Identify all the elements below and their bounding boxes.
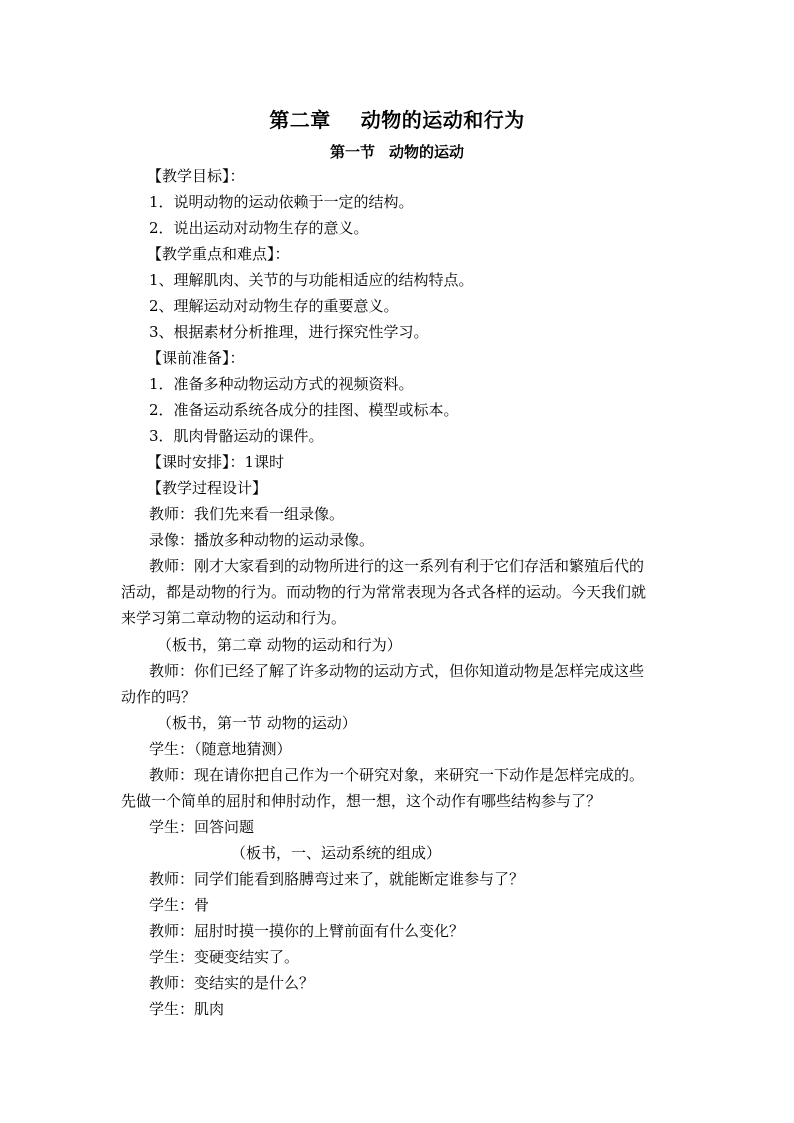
dialogue-line: 活动，都是动物的行为。而动物的行为常常表现为各式各样的运动。今天我们就 xyxy=(121,583,647,601)
heading-schedule: 【课时安排】：1课时 xyxy=(147,453,285,471)
key-point-item: 3、根据素材分析推理，进行探究性学习。 xyxy=(149,323,429,341)
section-name: 动物的运动 xyxy=(389,143,465,161)
heading-objectives: 【教学目标】： xyxy=(147,167,245,185)
preparation-item: 1．准备多种动物运动方式的视频资料。 xyxy=(149,375,414,393)
heading-preparation: 【课前准备】： xyxy=(147,349,245,367)
dialogue-line: 来学习第二章动物的运动和行为。 xyxy=(121,609,347,627)
dialogue-line: 教师：你们已经了解了许多动物的运动方式，但你知道动物是怎样完成这些 xyxy=(149,662,645,680)
objective-item: 1．说明动物的运动依赖于一定的结构。 xyxy=(149,193,414,211)
chapter-title xyxy=(0,104,794,133)
chapter-name: 动物的运动和行为 xyxy=(360,108,525,132)
dialogue-line: 录像：播放多种动物的运动录像。 xyxy=(149,531,375,549)
dialogue-line: 教师：变结实的是什么？ xyxy=(149,974,315,992)
board-note: （板书，第一节 动物的运动） xyxy=(157,714,357,732)
section-number: 第一节 xyxy=(329,143,375,161)
dialogue-line: 教师：我们先来看一组录像。 xyxy=(149,505,345,523)
heading-key-points: 【教学重点和难点】： xyxy=(147,245,290,263)
dialogue-line: 教师：刚才大家看到的动物所进行的这一系列有利于它们存活和繁殖后代的 xyxy=(149,557,645,575)
board-note: （板书，一、运动系统的组成） xyxy=(231,844,442,862)
section-title xyxy=(0,141,794,162)
dialogue-line: 学生：变硬变结实了。 xyxy=(149,948,300,966)
dialogue-line: 学生：回答问题 xyxy=(149,818,255,836)
dialogue-line: 学生：（随意地猜测） xyxy=(149,740,292,758)
dialogue-line: 学生：肌肉 xyxy=(149,1000,225,1018)
dialogue-line: 先做一个简单的屈肘和伸肘动作，想一想，这个动作有哪些结构参与了？ xyxy=(121,792,602,810)
board-note: （板书，第二章 动物的运动和行为） xyxy=(157,636,402,654)
heading-process: 【教学过程设计】 xyxy=(147,479,268,497)
dialogue-line: 学生：骨 xyxy=(149,896,210,914)
key-point-item: 1、理解肌肉、关节的与功能相适应的结构特点。 xyxy=(149,271,474,289)
preparation-item: 3．肌肉骨骼运动的课件。 xyxy=(149,427,324,445)
dialogue-line: 教师：屈肘时摸一摸你的上臂前面有什么变化？ xyxy=(149,922,465,940)
dialogue-line: 教师：同学们能看到胳膊弯过来了，就能断定谁参与了？ xyxy=(149,870,525,888)
key-point-item: 2、理解运动对动物生存的重要意义。 xyxy=(149,297,399,315)
chapter-number: 第二章 xyxy=(269,108,331,132)
preparation-item: 2．准备运动系统各成分的挂图、模型或标本。 xyxy=(149,401,459,419)
dialogue-line: 动作的吗？ xyxy=(121,688,197,706)
dialogue-line: 教师：现在请你把自己作为一个研究对象，来研究一下动作是怎样完成的。 xyxy=(149,766,645,784)
objective-item: 2．说出运动对动物生存的意义。 xyxy=(149,219,369,237)
